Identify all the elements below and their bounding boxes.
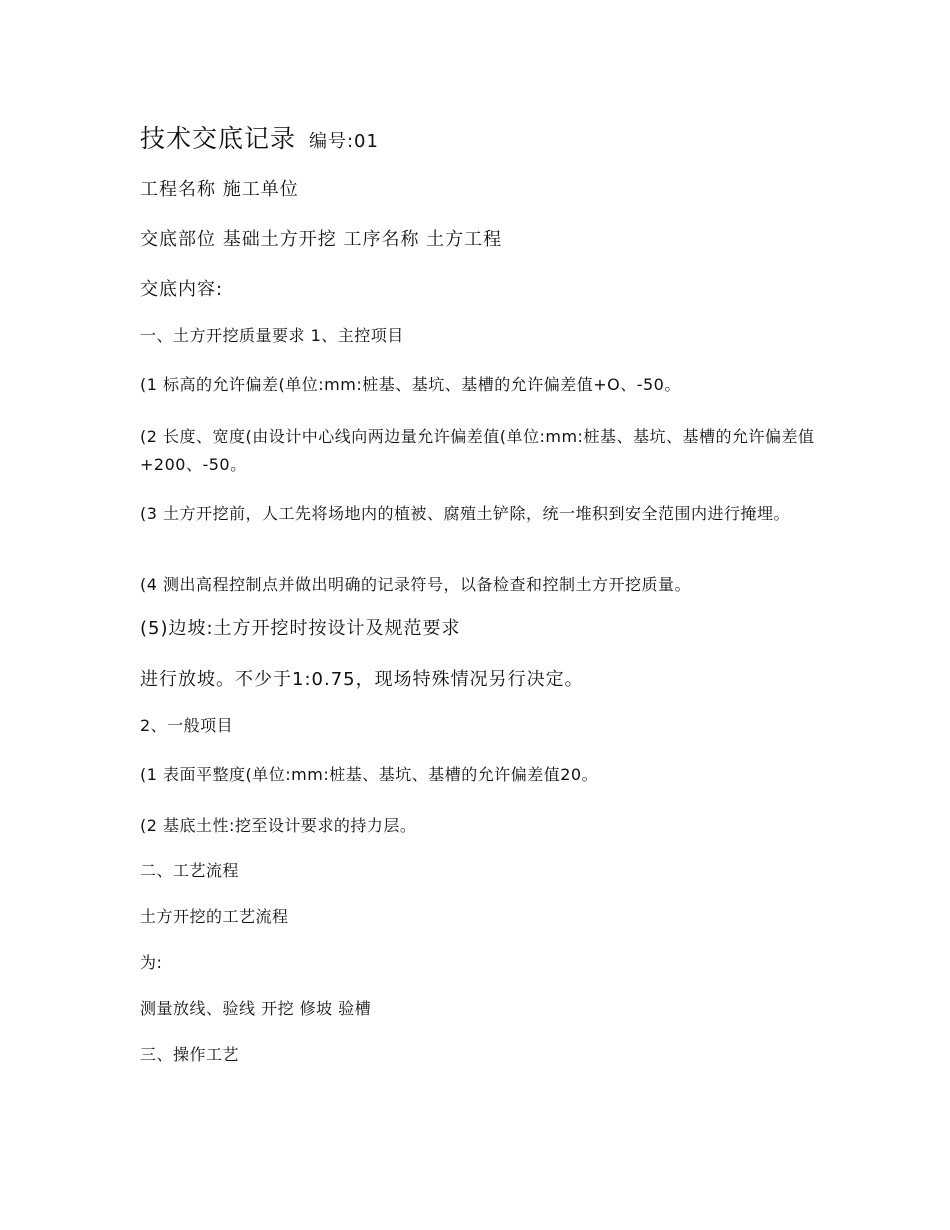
process-flow-intro-continued: 为: <box>140 953 163 972</box>
paragraph-1-5: (5)边坡:土方开挖时按设计及规范要求 <box>140 618 461 639</box>
paragraph-2-1: (1 表面平整度(单位:mm:桩基、基坑、基槽的允许偏差值20。 <box>140 765 599 784</box>
handover-content-label: 交底内容: <box>140 279 224 300</box>
paragraph-1-5-continued: 进行放坡。不少于1:0.75，现场特殊情况另行决定。 <box>140 669 584 690</box>
paragraph-1-4: (4 测出高程控制点并做出明确的记录符号，以备检查和控制土方开挖质量。 <box>140 575 692 594</box>
section-1-2-heading: 2、一般项目 <box>140 716 234 735</box>
section-3-heading: 三、操作工艺 <box>140 1045 240 1064</box>
project-info-line: 工程名称 施工单位 <box>140 179 299 200</box>
paragraph-1-2: (2 长度、宽度(由设计中心线向两边量允许偏差值(单位:mm:桩基、基坑、基槽的允许偏差值+200、-50。 <box>140 427 815 474</box>
paragraph-1-1: (1 标高的允许偏差(单位:mm:桩基、基坑、基槽的允许偏差值+O、-50。 <box>140 375 681 394</box>
document-title <box>140 122 820 159</box>
section-1-heading: 一、土方开挖质量要求 1、主控项目 <box>140 326 404 345</box>
process-flow-steps: 测量放线、验线 开挖 修坡 验槽 <box>140 999 372 1018</box>
handover-location-line: 交底部位 基础土方开挖 工序名称 土方工程 <box>140 229 503 250</box>
paragraph-1-3: (3 土方开挖前，人工先将场地内的植被、腐殖土铲除，统一堆积到安全范围内进行掩埋。 <box>140 504 791 523</box>
paragraph-2-2: (2 基底土性:挖至设计要求的持力层。 <box>140 816 417 835</box>
title-text: 技术交底记录 <box>140 124 297 153</box>
process-flow-intro: 土方开挖的工艺流程 <box>140 907 289 926</box>
section-2-heading: 二、工艺流程 <box>140 861 240 880</box>
document-number: 编号:01 <box>308 131 379 152</box>
